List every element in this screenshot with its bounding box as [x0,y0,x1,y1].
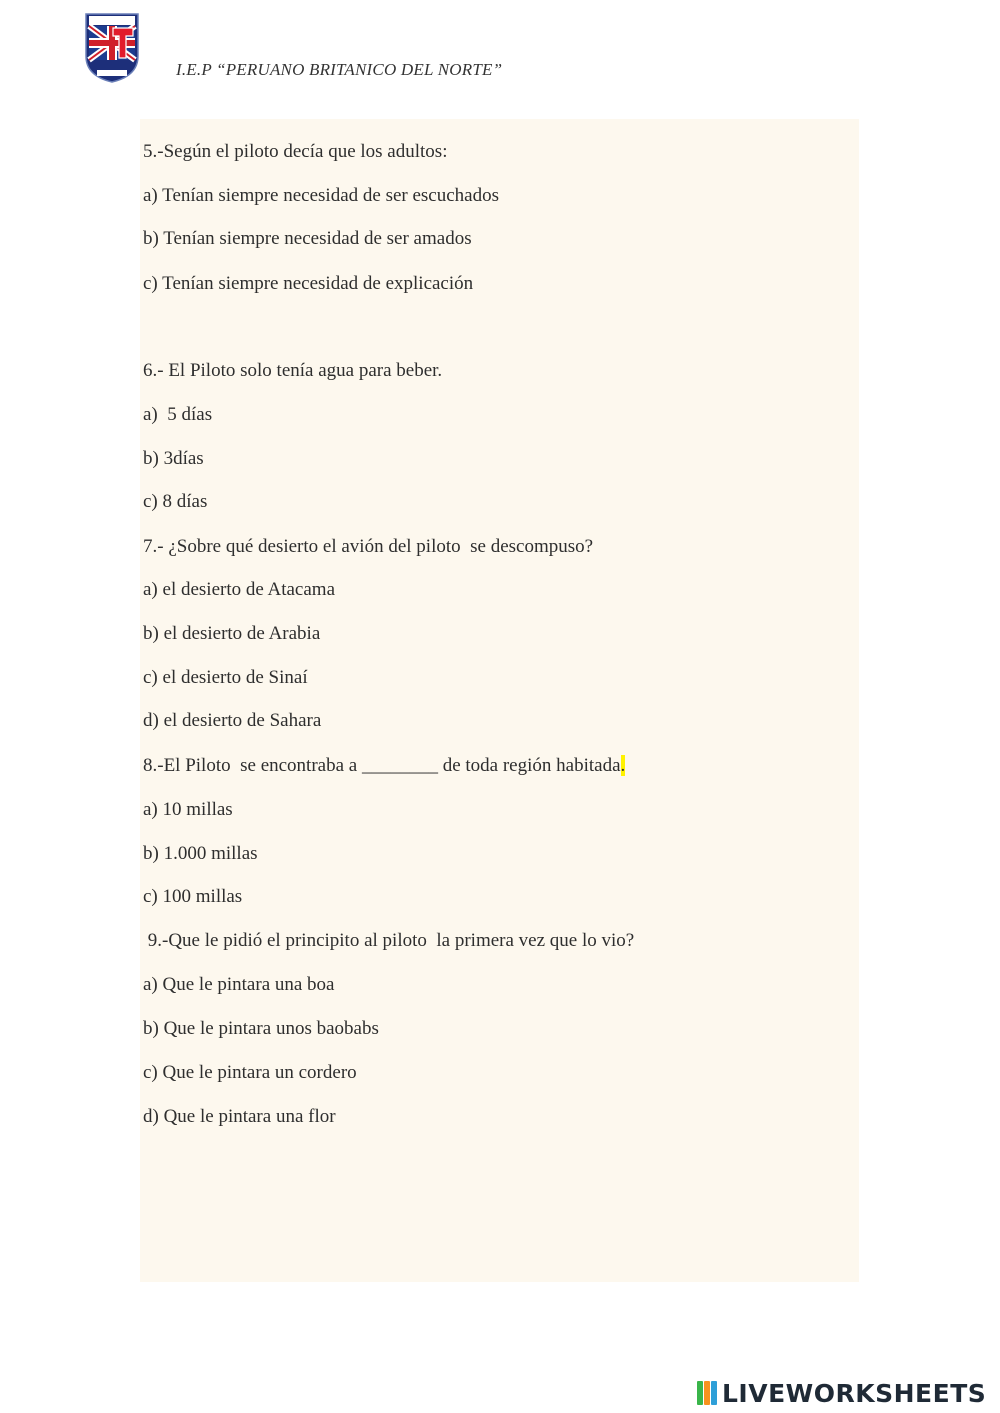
question-7-option-d: d) el desierto de Sahara [143,710,322,731]
question-5-option-a: a) Tenían siempre necesidad de ser escuchados [143,185,499,206]
question-9-option-b: b) Que le pintara unos baobabs [143,1018,379,1039]
question-5-option-b: b) Tenían siempre necesidad de ser amados [143,228,472,249]
question-9-option-a: a) Que le pintara una boa [143,974,335,995]
question-8-prompt [143,755,625,777]
question-9-option-c: c) Que le pintara un cordero [143,1062,357,1083]
liveworksheets-brand [697,1378,986,1408]
question-6-option-b: b) 3días [143,448,204,469]
question-9-option-d: d) Que le pintara una flor [143,1106,336,1127]
brand-name: LIVEWORKSHEETS [722,1378,987,1408]
question-8-prompt-text: 8.-El Piloto se encontraba a ________ de toda región habitada [143,755,621,776]
question-6-prompt: 6.- El Piloto solo tenía agua para beber. [143,360,443,381]
question-7-option-c: c) el desierto de Sinaí [143,667,308,688]
question-5-prompt: 5.-Según el piloto decía que los adultos: [143,141,448,162]
question-7-option-a: a) el desierto de Atacama [143,579,336,600]
question-8-option-a: a) 10 millas [143,799,233,820]
question-8-option-c: c) 100 millas [143,886,243,907]
question-6-option-c: c) 8 días [143,491,208,512]
school-crest-logo [83,12,141,84]
question-6-option-a: a) 5 días [143,404,213,425]
liveworksheets-logo-icon [697,1381,719,1405]
question-9-prompt: 9.-Que le pidió el principito al piloto la primera vez que lo vio? [143,930,635,951]
question-7-option-b: b) el desierto de Arabia [143,623,321,644]
question-8-option-b: b) 1.000 millas [143,843,258,864]
question-5-option-c: c) Tenían siempre necesidad de explicación [143,273,474,294]
school-name: I.E.P “PERUANO BRITANICO DEL NORTE” [176,60,503,79]
question-7-prompt: 7.- ¿Sobre qué desierto el avión del piloto se descompuso? [143,536,594,557]
highlighted-period: . [620,755,626,776]
